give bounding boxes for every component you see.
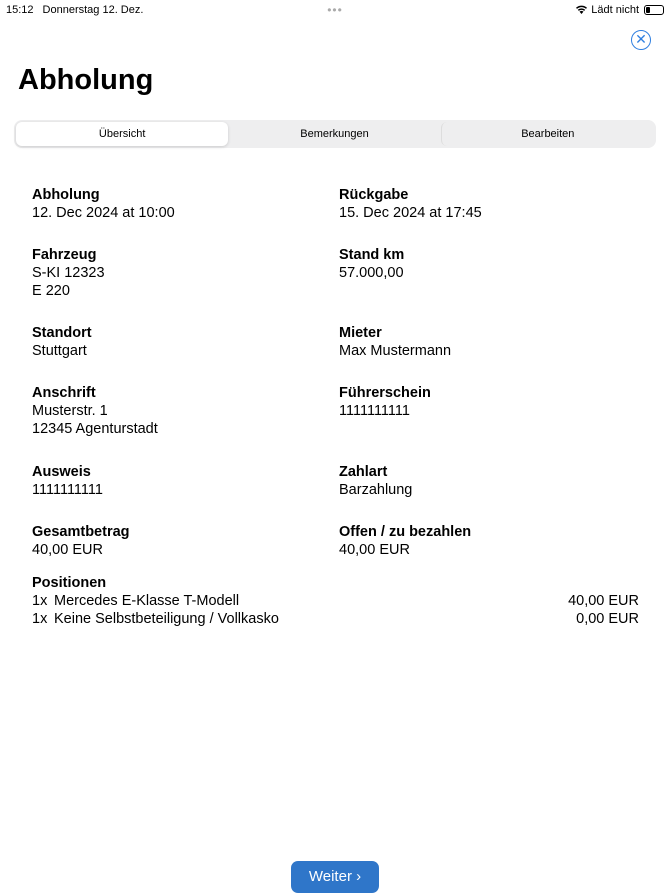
- position-amount: 0,00 EUR: [576, 611, 639, 627]
- close-icon: ✕: [635, 31, 647, 47]
- field-label: Mieter: [339, 325, 382, 341]
- field-rueckgabe: [339, 186, 482, 222]
- position-qty: 1x: [32, 611, 48, 627]
- positionen-section: [32, 574, 639, 628]
- field-value: 1111111111: [32, 482, 103, 498]
- chevron-right-icon: ›: [356, 868, 362, 885]
- close-button[interactable]: [631, 30, 651, 50]
- field-value: E 220: [32, 283, 70, 299]
- field-abholung: [32, 186, 175, 222]
- field-value: Max Mustermann: [339, 343, 452, 359]
- field-value: Barzahlung: [339, 482, 413, 498]
- wifi-icon: [575, 4, 588, 17]
- position-name: Mercedes E-Klasse T-Modell: [54, 593, 240, 609]
- field-label: Führerschein: [339, 385, 431, 401]
- field-standort: [32, 324, 92, 360]
- weiter-button[interactable]: [291, 861, 379, 893]
- battery-status: Lädt nicht: [591, 4, 639, 16]
- field-fuehrerschein: [339, 384, 431, 420]
- field-value: S-KI 12323: [32, 265, 105, 281]
- field-value: 12345 Agenturstadt: [32, 421, 158, 437]
- field-value: 40,00 EUR: [339, 542, 410, 558]
- field-ausweis: [32, 463, 103, 499]
- page-title: Abholung: [18, 64, 154, 96]
- tab-bemerkungen[interactable]: Bemerkungen: [300, 128, 369, 140]
- field-offen: [339, 523, 471, 559]
- field-gesamt: [32, 523, 130, 559]
- field-label: Gesamtbetrag: [32, 524, 130, 540]
- status-bar: [6, 2, 664, 18]
- field-value: 15. Dec 2024 at 17:45: [339, 205, 482, 221]
- field-value: 1111111111: [339, 403, 410, 419]
- battery-icon: [644, 5, 664, 15]
- position-amount: 40,00 EUR: [568, 593, 639, 609]
- field-label: Standort: [32, 325, 92, 341]
- tab-uebersicht[interactable]: Übersicht: [16, 122, 228, 146]
- position-row: [32, 592, 639, 610]
- field-fahrzeug: [32, 246, 105, 300]
- segmented-control: [14, 120, 656, 148]
- field-label: Stand km: [339, 247, 405, 263]
- field-label: Ausweis: [32, 464, 91, 480]
- field-stand: [339, 246, 404, 282]
- status-date: Donnerstag 12. Dez.: [42, 4, 144, 16]
- field-label: Fahrzeug: [32, 247, 97, 263]
- field-label: Anschrift: [32, 385, 96, 401]
- field-label: Zahlart: [339, 464, 388, 480]
- field-zahlart: [339, 463, 412, 499]
- field-label: Rückgabe: [339, 187, 409, 203]
- field-value: 12. Dec 2024 at 10:00: [32, 205, 175, 221]
- multitasking-dots-icon[interactable]: •••: [327, 3, 343, 17]
- status-time: 15:12: [6, 4, 34, 16]
- field-label: Abholung: [32, 187, 100, 203]
- field-label: Offen / zu bezahlen: [339, 524, 472, 540]
- position-name: Keine Selbstbeteiligung / Vollkasko: [54, 611, 279, 627]
- field-value: Stuttgart: [32, 343, 87, 359]
- field-anschrift: [32, 384, 158, 438]
- tab-bearbeiten[interactable]: Bearbeiten: [441, 122, 654, 146]
- field-value: Musterstr. 1: [32, 403, 108, 419]
- field-mieter: [339, 324, 451, 360]
- position-qty: 1x: [32, 593, 48, 609]
- field-value: 40,00 EUR: [32, 542, 103, 558]
- field-value: 57.000,00: [339, 265, 404, 281]
- positionen-label: Positionen: [32, 575, 107, 591]
- position-row: [32, 610, 639, 628]
- weiter-label: Weiter: [308, 868, 352, 885]
